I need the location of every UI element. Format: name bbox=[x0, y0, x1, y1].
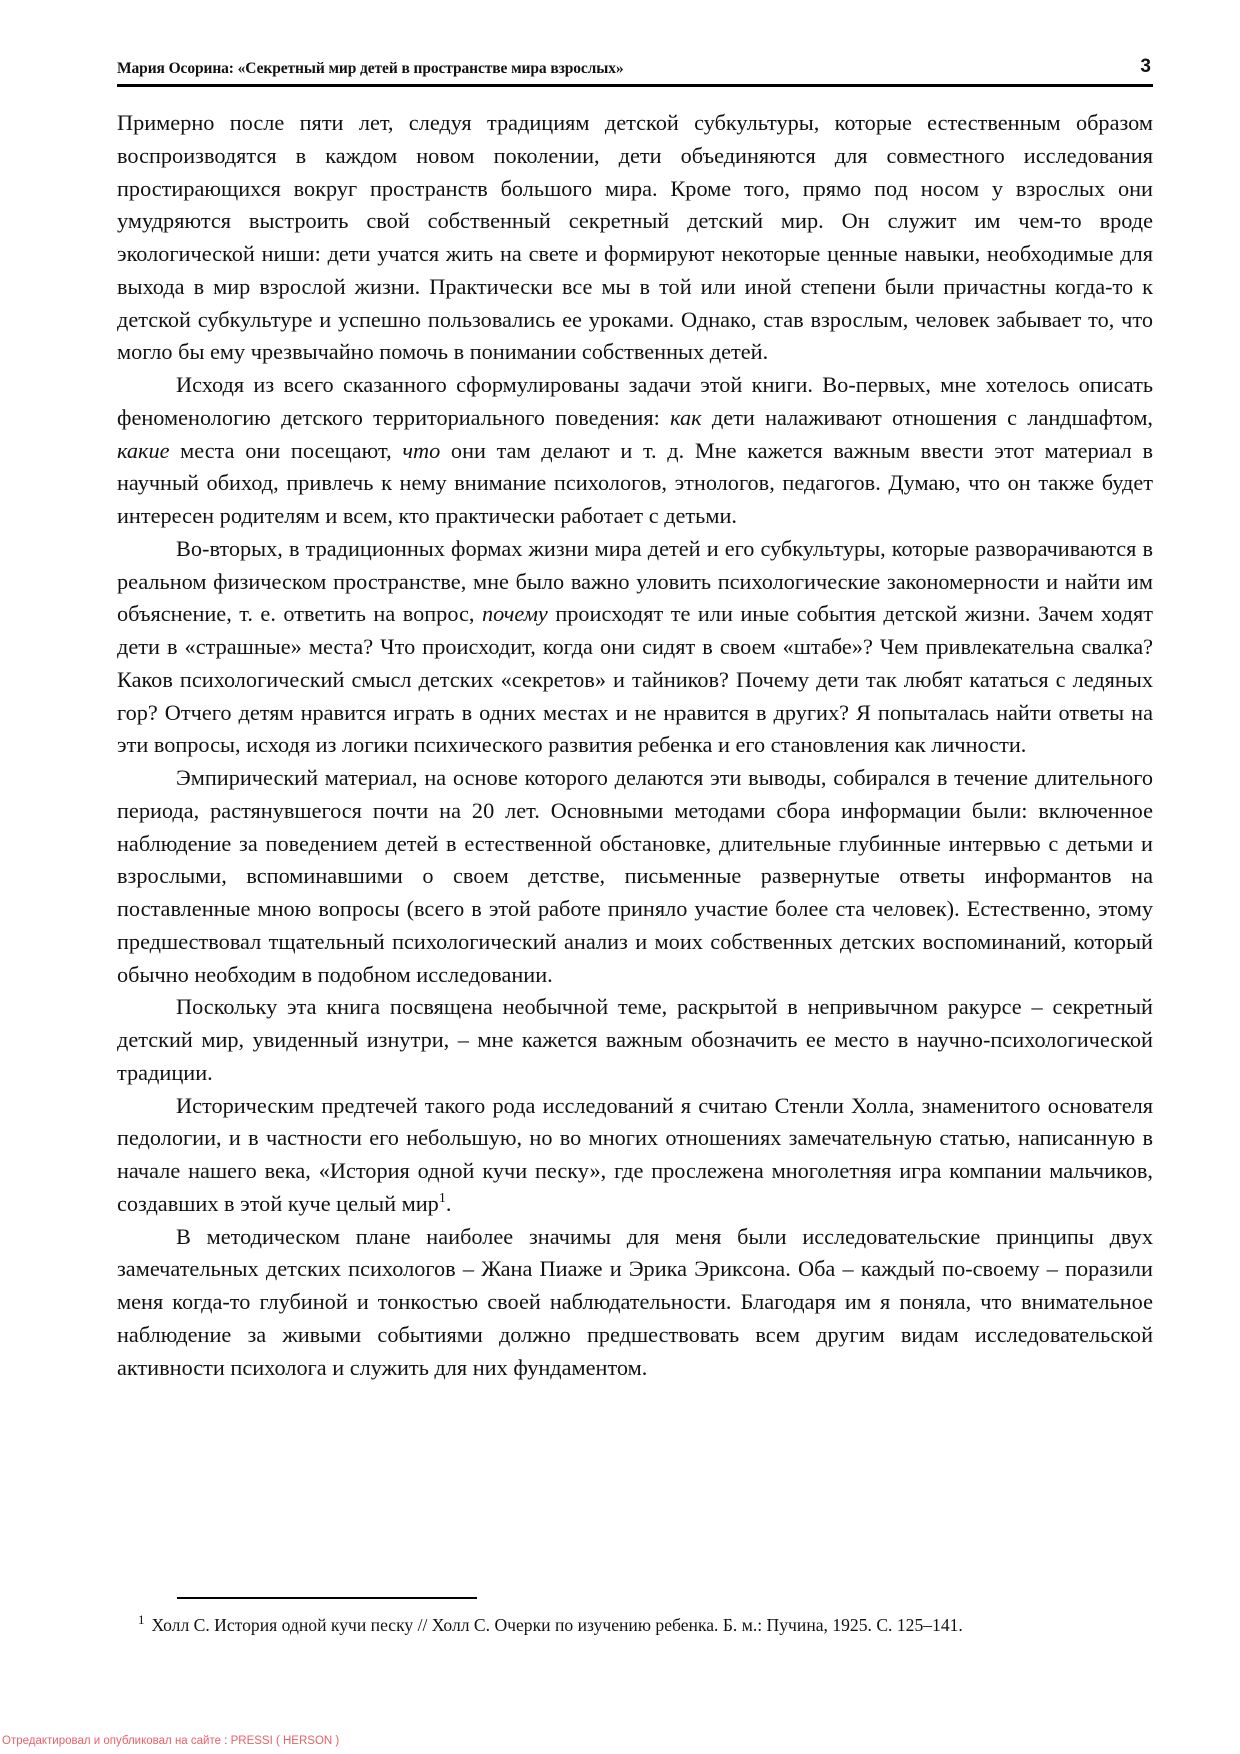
emphasis-text: как bbox=[670, 404, 702, 430]
paragraph-text: места они посещают, bbox=[169, 437, 403, 463]
paragraph-text: Поскольку эта книга посвящена необычной теме, раскрытой в непривычном ракурсе – секретный детский мир, увиденный изнутри, – мне кажется важным обозначить ее место в научно-психологической традиции. bbox=[117, 994, 1153, 1085]
emphasis-text: что bbox=[402, 437, 441, 463]
paragraph-text: В методическом плане наиболее значимы для меня были исследовательские принципы двух замечательных детских психологов – Жана Пиаже и Эрика Эриксона. Оба – каждый по-своему – поразили меня когда-то глубиной и тонкостью своей наблюдательности. Благодаря им я поняла, что внимательное наблюдение за живыми событиями должно предшествовать всем другим видам исследовательской активности психолога и служить для них фундаментом. bbox=[117, 1223, 1153, 1380]
watermark-prefix: Отредактировал и опубликовал на сайте bbox=[2, 1735, 221, 1747]
paragraph-3 bbox=[117, 533, 1153, 762]
paragraph-2 bbox=[117, 369, 1153, 533]
footnote-text: Холл С. История одной кучи песку // Холл С. Очерки по изучению ребенка. Б. м.: Пучина, 1925. С. 125–141. bbox=[151, 1615, 963, 1635]
emphasis-text: какие bbox=[117, 437, 170, 463]
paragraph-text: Историческим предтечей такого рода исследований я считаю Стенли Холла, знаменитого основателя педологии, и в частности его небольшую, но во многих отношениях замечательную статью, написанную в начале нашего века, «История одной кучи песку», где прослежена многолетняя игра компании мальчиков, создавших в этой куче целый мир bbox=[117, 1092, 1153, 1216]
paragraph-7 bbox=[117, 1221, 1153, 1385]
watermark-separator: : bbox=[221, 1735, 231, 1747]
paragraph-text: дети налаживают отношения с ландшафтом, bbox=[701, 404, 1153, 430]
paragraph-text: Примерно после пяти лет, следуя традициям детской субкультуры, которые естественным образом воспроизводятся в каждом новом поколении, дети объединяются для совместного исследования простирающихся вокруг пространств большого мира. Кроме того, прямо под носом у взрослых они умудряются выстроить свой собственный секретный детский мир. Он служит им чем-то вроде экологической ниши: дети учатся жить на свете и формируют некоторые ценные навыки, необходимые для выхода в мир взрослой жизни. Практически все мы в той или иной степени были причастны когда-то к детской субкультуре и успешно пользовались ее уроками. Однако, став взрослым, человек забывает то, что могло бы ему чрезвычайно помочь в понимании собственных детей. bbox=[117, 110, 1153, 365]
publisher-watermark bbox=[2, 1735, 339, 1747]
paragraph-text: Исходя из всего сказанного сформулированы задачи этой книги. Во-первых, мне хотелось описать феноменологию детского территориального поведения: bbox=[117, 372, 1153, 430]
paragraph-text: Эмпирический материал, на основе которого делаются эти выводы, собирался в течение длительного периода, растянувшегося почти на 20 лет. Основными методами сбора информации были: включенное наблюдение за поведением детей в естественной обстановке, длительные глубинные интервью с детьми и взрослыми, вспоминавшими о своем детстве, письменные развернутые ответы информантов на поставленные мною вопросы (всего в этой работе приняло участие более ста человек). Естественно, этому предшествовал тщательный психологический анализ и моих собственных детских воспоминаний, который обычно необходим в подобном исследовании. bbox=[117, 765, 1153, 987]
paragraph-1 bbox=[117, 107, 1153, 369]
watermark-site: PRESSI ( HERSON ) bbox=[230, 1735, 340, 1747]
footnote-reference[interactable]: 1 bbox=[438, 1190, 446, 1206]
header-title: Мария Осорина: «Секретный мир детей в пространстве мира взрослых» bbox=[117, 60, 624, 77]
body-text bbox=[117, 107, 1153, 1384]
footnote bbox=[138, 1608, 1158, 1637]
paragraph-text: они там делают и т. д. Мне кажется важным ввести этот материал в научный обиход, привлечь к нему внимание психологов, этнологов, педагогов. Думаю, что он также будет интересен родителям и всем, кто практически работает с детьми. bbox=[117, 437, 1153, 528]
paragraph-4 bbox=[117, 762, 1153, 991]
paragraph-6 bbox=[117, 1090, 1153, 1221]
footnote-number: 1 bbox=[138, 1612, 145, 1627]
emphasis-text: почему bbox=[482, 601, 548, 627]
footnote-separator bbox=[177, 1597, 477, 1599]
paragraph-text: . bbox=[445, 1190, 452, 1216]
paragraph-5 bbox=[117, 991, 1153, 1089]
paragraph-text: происходят те или иные события детской жизни. Зачем ходят дети в «страшные» места? Что происходит, когда они сидят в своем «штабе»? Чем привлекательна свалка? Каков психологический смысл детских «секретов» и тайников? Почему дети так любят кататься с ледяных гор? Отчего детям нравится играть в одних местах и не нравится в других? Я попыталась найти ответы на эти вопросы, исходя из логики психического развития ребенка и его становления как личности. bbox=[117, 601, 1153, 758]
page-number: 3 bbox=[1140, 56, 1151, 77]
paragraph-text: Во-вторых, в традиционных формах жизни мира детей и его субкультуры, которые разворачиваются в реальном физическом пространстве, мне было важно уловить психологические закономерности и найти им объяснение, т. е. ответить на вопрос, bbox=[117, 535, 1153, 627]
running-header bbox=[117, 57, 1153, 87]
